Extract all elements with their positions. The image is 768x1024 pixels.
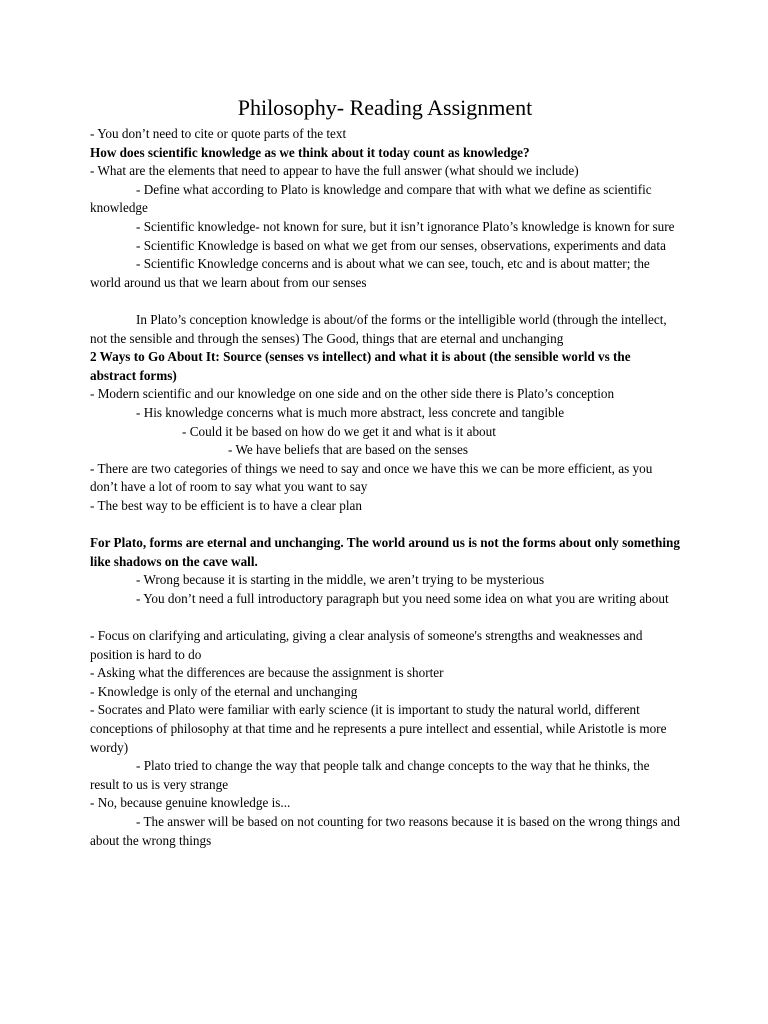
note-line: - What are the elements that need to appear to have the full answer (what should we include) [90,163,579,179]
note-line: - You don’t need a full introductory paragraph but you need some idea on what you are writing about [136,590,669,606]
note-line: - The answer will be based on not counting for two reasons because it is based on the wrong things and about the wrong things [90,813,680,848]
note-paragraph: In Plato’s conception knowledge is about/of the forms or the intelligible world (through the intellect, not the sensible and through the senses) The Good, things that are eternal and unchanging [90,311,667,346]
note-line: - Asking what the differences are because the assignment is shorter [90,665,444,681]
note-line: - There are two categories of things we need to say and once we have this we can be more efficient, as you don’t have a lot of room to say what you want to say [90,460,653,495]
note-line: - Wrong because it is starting in the middle, we aren’t trying to be mysterious [136,572,545,588]
note-line: - No, because genuine knowledge is... [90,795,291,811]
blank-line [90,292,680,311]
note-line: - His knowledge concerns what is much more abstract, less concrete and tangible [136,404,565,420]
question-heading: How does scientific knowledge as we think about it today count as knowledge? [90,144,530,160]
note-line: - Modern scientific and our knowledge on one side and on the other side there is Plato’s conception [90,386,615,402]
section-heading: For Plato, forms are eternal and unchanging. The world around us is not the forms about only something like shadows on the cave wall. [90,535,680,569]
note-line: - Define what according to Plato is knowledge and compare that with what we define as scientific knowledge [90,181,652,216]
note-line: - Could it be based on how do we get it and what is it about [182,423,496,439]
note-line: - Socrates and Plato were familiar with early science (it is important to study the natural world, different conceptions of philosophy at that time and he represents a pure intellect and essential, while Aristotle is more wordy) [90,702,667,755]
note-line: - Scientific knowledge- not known for sure, but it isn’t ignorance Plato’s knowledge is known for sure [136,218,675,234]
note-line: - Focus on clarifying and articulating, giving a clear analysis of someone's strengths and weaknesses and position is hard to do [90,628,643,662]
blank-line [90,515,680,534]
note-line: - Scientific Knowledge concerns and is about what we can see, touch, etc and is about matter; the world around us that we learn about from our senses [90,256,650,290]
blank-line [90,608,680,627]
note-line: - We have beliefs that are based on the senses [228,442,469,458]
note-line: - Knowledge is only of the eternal and unchanging [90,683,358,699]
note-line: - Scientific Knowledge is based on what we get from our senses, observations, experiments and data [136,237,666,253]
section-heading: 2 Ways to Go About It: Source (senses vs intellect) and what it is about (the sensible world vs the abstract forms) [90,349,631,383]
note-line: - You don’t need to cite or quote parts of the text [90,126,347,141]
note-line: - The best way to be efficient is to have a clear plan [90,497,362,513]
note-line: - Plato tried to change the way that people talk and change concepts to the way that he thinks, the result to us is very strange [90,758,650,792]
page-title: Philosophy- Reading Assignment [237,95,533,120]
